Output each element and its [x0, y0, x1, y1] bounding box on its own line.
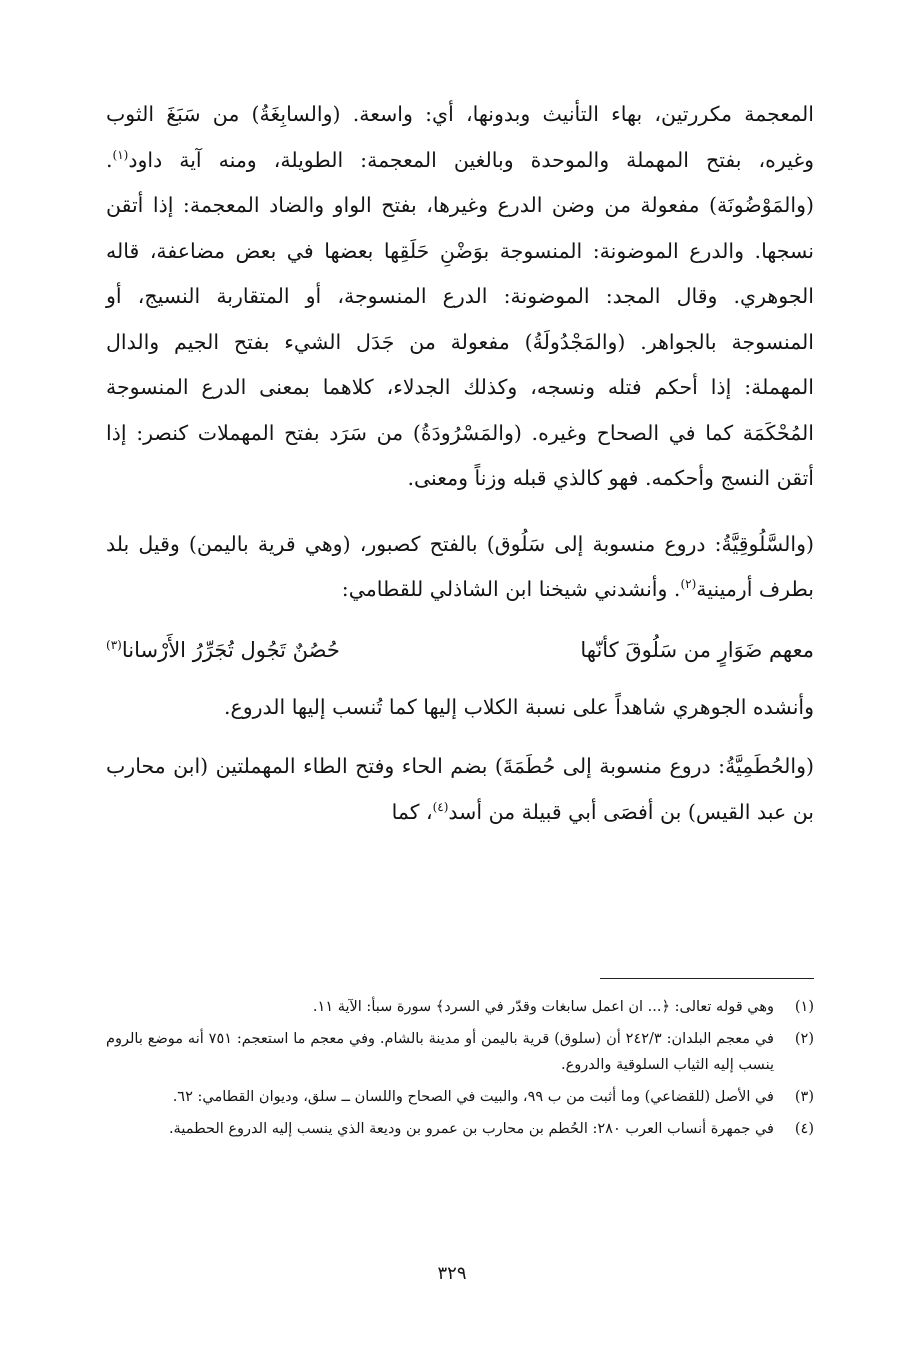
footnote-text: في الأصل (للقضاعي) وما أثبت من ب ٩٩، والبيت في الصحاح واللسان ــ سلق، وديوان القطامي: ٦٢.: [172, 1089, 774, 1105]
footnote-ref-2[interactable]: (٢): [680, 577, 697, 592]
paragraph-1-text: المعجمة مكررتين، بهاء التأنيث وبدونها، أي: واسعة. (والسابِغَةُ) من سَبَغَ الثوب وغيره، بفتح المهملة والموحدة وبالغين المعجمة: الطويلة، ومنه آية داود: [106, 102, 814, 172]
paragraph-1: [106, 92, 814, 502]
paragraph-2: [106, 522, 814, 613]
poem-verse: [106, 627, 814, 673]
footnote-text: في جمهرة أنساب العرب ٢٨٠: الحُطم بن محارب بن عمرو بن وديعة الذي ينسب إليه الدروع الحطمية.: [168, 1121, 774, 1137]
paragraph-1-text-cont: . (والمَوْضُونَة) مفعولة من وضن الدرع وغيرها، بفتح الواو والضاد المعجمة: إذا أتقن نسجها. والدرع الموضونة: المنسوجة بوَضْنِ حَلَقِها بعضها في بعض مضاعفة، قاله الجوهري. وقال المجد: الموضونة: الدرع المنسوجة، أو المتقاربة النسيج، أو المنسوجة بالجواهر. (والمَجْدُولَةُ) مفعولة من جَدَل الشيء بفتح الجيم والدال المهملة: إذا أحكم فتله ونسجه، وكذلك الجدلاء، كلاهما بمعنى الدرع المنسوجة المُحْكَمَة كما في الصحاح وغيره. (والمَسْرُودَةُ) من سَرَد بفتح المهملات كنصر: إذا أتقن النسج وأحكمه. فهو كالذي قبله وزناً ومعنى.: [106, 147, 814, 490]
paragraph-2-text: (والسَّلُوقِيَّةُ: دروع منسوبة إلى سَلُوق) بالفتح كصبور، (وهي قرية باليمن) وقيل بلد بطرف أرمينية: [106, 531, 814, 601]
verse-second-hemistich: حُصُنٌ تَجُول تُجَرِّرُ الأَرْسانا$^{(٣)}$: [106, 637, 340, 662]
footnote-2: [106, 1026, 814, 1078]
footnote-number: (٢): [794, 1031, 814, 1047]
footnote-ref-3[interactable]: (٣): [106, 637, 122, 652]
paragraph-4: [106, 744, 814, 835]
footnote-separator: [600, 978, 814, 979]
footnote-text: في معجم البلدان: ٢٤٢/٣ أن (سلوق) قرية باليمن أو مدينة بالشام. وفي معجم ما استعجم: ٧٥١ أنه موضع بالروم ينسب إليه الثياب السلوقية والدروع.: [106, 1031, 774, 1073]
footnote-text: وهي قوله تعالى: ﴿... ان اعمل سابغات وقدّر في السرد﴾ سورة سبأ: الآية ١١.: [312, 999, 774, 1015]
footnotes: [106, 994, 814, 1148]
footnote-ref-4[interactable]: (٤): [432, 799, 449, 814]
footnote-4: [106, 1116, 814, 1142]
footnote-3: [106, 1084, 814, 1110]
paragraph-4-text-cont: ، كما: [391, 799, 433, 824]
footnote-number: (٤): [794, 1121, 814, 1137]
footnote-ref-1[interactable]: (١): [112, 147, 129, 162]
page-number: ٣٢٩: [437, 1263, 467, 1284]
verse-first-hemistich: معهم ضَوَارٍ من سَلُوقَ كأنّها: [580, 637, 814, 662]
footnote-number: (١): [794, 999, 814, 1015]
paragraph-2-text-cont: . وأنشدني شيخنا ابن الشاذلي للقطامي:: [341, 577, 681, 601]
footnote-1: [106, 994, 814, 1020]
footnote-number: (٣): [794, 1089, 814, 1105]
main-text: [106, 92, 814, 835]
paragraph-4-text: (والحُطَمِيَّةُ: دروع منسوبة إلى حُطَمَةَ) بضم الحاء وفتح الطاء المهملتين (ابن محارب بن عبد القيس) بن أفصَى أبي قبيلة من أسد: [106, 754, 814, 824]
paragraph-3: وأنشده الجوهري شاهداً على نسبة الكلاب إليها كما تُنسب إليها الدروع.: [223, 694, 814, 719]
